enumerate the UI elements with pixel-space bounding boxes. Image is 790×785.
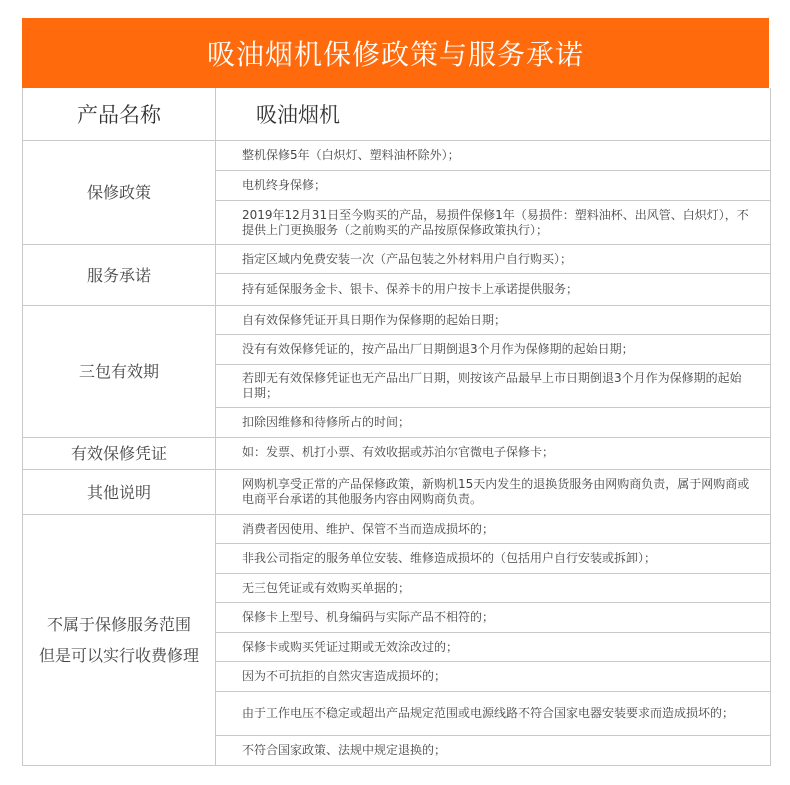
section-service-commitment — [23, 245, 770, 306]
list-item: 不符合国家政策、法规中规定退换的； — [242, 743, 447, 757]
list-item: 2019年12月31日至今购买的产品，易损件保修1年（易损件：塑料油杯、出风管、白炽灯），不提供上门更换服务（之前购买的产品按原保修政策执行）； — [242, 207, 749, 237]
section-label: 服务承诺 — [23, 245, 216, 305]
list-item: 因为不可抗拒的自然灾害造成损坏的； — [216, 662, 770, 692]
section-label — [23, 515, 216, 765]
section-label-line: 但是可以实行收费修理 — [38, 646, 199, 665]
section-label: 有效保修凭证 — [23, 438, 216, 469]
section-label: 其他说明 — [23, 470, 216, 514]
list-item: 自有效保修凭证开具日期作为保修期的起始日期； — [216, 306, 770, 335]
list-item: 由于工作电压不稳定或超出产品规定范围或电源线路不符合国家电器安装要求而造成损坏的； — [216, 692, 770, 736]
list-item: 消费者因使用、维护、保管不当而造成损坏的； — [216, 515, 770, 544]
list-item: 网购机享受正常的产品保修政策，新购机15天内发生的退换货服务由网购商负责，属于网购商或电商平台承诺的其他服务内容由网购商负责。 — [242, 477, 750, 506]
list-item: 若即无有效保修凭证也无产品出厂日期，则按该产品最早上市日期倒退3个月作为保修期的起始日期； — [216, 365, 770, 408]
list-item: 持有延保服务金卡、银卡、保养卡的用户按卡上承诺提供服务； — [242, 282, 579, 296]
list-item: 扣除因维修和待修所占的时间； — [242, 415, 411, 429]
list-item: 如：发票、机打小票、有效收据或苏泊尔官微电子保修卡； — [242, 445, 555, 459]
section-valid-voucher — [23, 438, 770, 470]
section-warranty-period — [23, 306, 770, 438]
list-item: 非我公司指定的服务单位安装、维修造成损坏的（包括用户自行安装或拆卸）； — [216, 544, 770, 574]
list-item: 电机终身保修； — [216, 171, 770, 201]
list-item: 无三包凭证或有效购买单据的； — [216, 574, 770, 603]
list-item: 整机保修5年（白炽灯、塑料油杯除外）； — [216, 141, 770, 171]
section-label: 三包有效期 — [23, 306, 216, 437]
product-name-value: 吸油烟机 — [256, 103, 340, 127]
policy-table — [22, 88, 771, 766]
section-warranty-policy — [23, 141, 770, 245]
list-item: 没有有效保修凭证的，按产品出厂日期倒退3个月作为保修期的起始日期； — [216, 335, 770, 365]
list-item: 指定区域内免费安装一次（产品包装之外材料用户自行购买）； — [216, 245, 770, 274]
product-name-label: 产品名称 — [23, 88, 216, 140]
product-name-row — [23, 88, 770, 141]
list-item: 保修卡或购买凭证过期或无效涂改过的； — [216, 633, 770, 662]
page-title: 吸油烟机保修政策与服务承诺 — [22, 18, 769, 88]
section-label: 保修政策 — [23, 141, 216, 244]
section-not-covered — [23, 515, 770, 765]
list-item: 保修卡上型号、机身编码与实际产品不相符的； — [216, 603, 770, 633]
section-label-line: 不属于保修服务范围 — [46, 615, 191, 634]
section-other-notes — [23, 470, 770, 515]
